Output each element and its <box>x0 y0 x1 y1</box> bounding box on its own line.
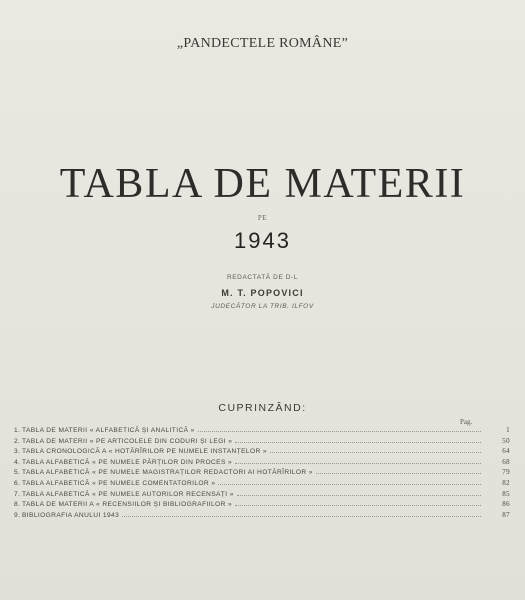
author-title: JUDECĂTOR LA TRIB. ILFOV <box>211 303 314 310</box>
toc-entry <box>14 490 510 501</box>
toc-leader-dots <box>235 458 481 464</box>
toc-entry-title: TABLA DE MATERII « PE ARTICOLELE DIN CODURI ȘI LEGI » <box>22 437 233 445</box>
author-name: M. T. POPOVICI <box>221 288 304 298</box>
toc-leader-dots <box>270 447 481 453</box>
toc-entry <box>14 511 510 522</box>
toc-entry-number: 7. <box>14 490 21 498</box>
toc-entry <box>14 426 510 437</box>
edited-by-label: REDACTATĂ DE D-L <box>226 274 299 281</box>
toc-entry-number: 2. <box>14 437 21 445</box>
toc-leader-dots <box>122 511 481 517</box>
toc-entry <box>14 458 510 469</box>
table-of-contents <box>14 426 510 521</box>
toc-entry <box>14 437 510 448</box>
toc-entry-number: 9. <box>14 511 21 519</box>
toc-entry-title: TABLA CRONOLOGICĂ A « HOTĂRÎRILOR PE NUMELE INSTANȚELOR » <box>22 448 267 456</box>
page-title: TABLA DE MATERII <box>59 161 466 207</box>
toc-entry-page: 68 <box>502 457 510 466</box>
toc-leader-dots <box>235 437 481 443</box>
toc-entry-number: 6. <box>14 479 21 487</box>
toc-entry-title: TABLA DE MATERII A « RECENSIILOR ȘI BIBLIOGRAFIILOR » <box>22 501 233 509</box>
toc-entry <box>14 468 510 479</box>
toc-entry-title: TABLA ALFABETICĂ « PE NUMELE PĂRȚILOR DIN PROCES » <box>22 458 233 466</box>
contents-heading: CUPRINZÂND: <box>218 402 307 414</box>
toc-entry-page: 64 <box>502 447 510 456</box>
toc-entry <box>14 447 510 458</box>
toc-entry-number: 4. <box>14 458 21 466</box>
toc-entry-title: TABLA ALFABETICĂ « PE NUMELE MAGISTRAȚILOR REDACTORI AI HOTĂRÎRILOR » <box>22 469 313 477</box>
toc-leader-dots <box>316 468 481 474</box>
toc-entry <box>14 500 510 511</box>
toc-entry-page: 87 <box>502 510 510 519</box>
toc-entry-number: 3. <box>14 448 21 456</box>
toc-leader-dots <box>235 500 481 506</box>
year: 1943 <box>234 228 291 253</box>
toc-leader-dots <box>198 426 481 432</box>
toc-entry-page: 85 <box>502 489 510 498</box>
toc-leader-dots <box>218 479 481 485</box>
toc-entry-page: 86 <box>502 500 510 509</box>
toc-entry <box>14 479 510 490</box>
page-column-label: Pag. <box>460 418 473 426</box>
toc-leader-dots <box>237 490 481 496</box>
toc-entry-page: 1 <box>506 426 510 434</box>
title-connector: PE <box>257 214 268 222</box>
toc-entry-title: TABLA ALFABETICĂ « PE NUMELE AUTORILOR RECENSAȚI » <box>22 490 234 498</box>
toc-entry-page: 50 <box>502 436 510 445</box>
toc-entry-title: TABLA ALFABETICĂ « PE NUMELE COMENTATORILOR » <box>22 479 216 487</box>
toc-entry-title: BIBLIOGRAFIA ANULUI 1943 <box>22 511 120 519</box>
toc-entry-page: 82 <box>502 478 510 487</box>
toc-entry-page: 79 <box>502 468 510 477</box>
toc-entry-number: 1. <box>14 427 21 434</box>
publisher-name: „PANDECTELE ROMÂNE” <box>176 36 349 51</box>
toc-entry-number: 8. <box>14 501 21 509</box>
toc-entry-title: TABLA DE MATERII « ALFABETICĂ ȘI ANALITICĂ » <box>22 427 195 434</box>
toc-entry-number: 5. <box>14 469 21 477</box>
